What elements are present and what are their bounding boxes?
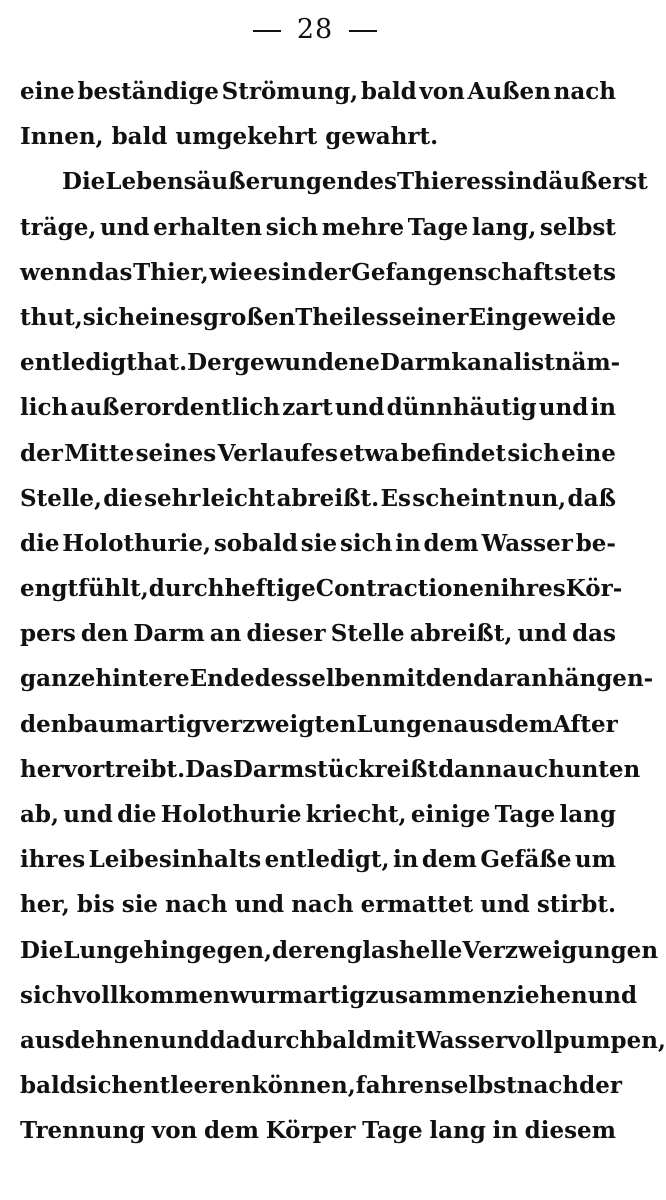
word: etwa — [339, 439, 400, 467]
word: lang — [429, 1117, 486, 1145]
word: dem — [498, 710, 554, 738]
word: Darm — [133, 620, 205, 648]
word: dieser — [246, 620, 326, 648]
word: und — [99, 213, 150, 241]
word: verzweigten — [201, 710, 357, 738]
word: der — [307, 258, 351, 286]
word: Innen, — [20, 123, 104, 151]
word: dem — [423, 529, 479, 557]
word: Thier, — [133, 258, 209, 286]
word: wurmartig — [229, 981, 366, 1009]
word: den — [425, 665, 474, 693]
word: Es — [380, 484, 411, 512]
text-line — [20, 711, 616, 756]
word: es — [253, 258, 281, 286]
word: Lungen — [356, 710, 454, 738]
word: vollpumpen, — [507, 1026, 666, 1054]
word: bald — [111, 123, 168, 151]
text-line — [20, 801, 616, 846]
word: Theiles — [295, 303, 389, 331]
word: dann — [438, 755, 503, 783]
word: einige — [410, 801, 491, 828]
word: dadurch — [209, 1026, 317, 1054]
word: be- — [575, 529, 616, 557]
word: in — [590, 394, 616, 422]
word: wenn — [20, 258, 88, 286]
word: gewahrt. — [325, 123, 439, 151]
word: ihres — [500, 575, 566, 603]
word: Holothurie, — [62, 529, 212, 557]
text-line — [20, 78, 616, 123]
word: Contractionen — [315, 575, 501, 603]
text-line — [20, 349, 621, 394]
word: deren — [272, 936, 347, 964]
word: nach — [516, 1072, 580, 1100]
word: selbst — [440, 1072, 517, 1100]
word: dünnhäutig — [386, 394, 537, 422]
word: Tage — [407, 213, 469, 241]
word: den — [20, 710, 68, 738]
word: sich — [339, 529, 393, 557]
word: Die — [62, 168, 106, 196]
word: und — [63, 801, 113, 828]
word: in — [392, 846, 419, 874]
word: großen — [202, 303, 296, 331]
word: Lebensäußerungen — [105, 168, 354, 196]
word: auch — [502, 755, 565, 783]
word: bis — [76, 891, 115, 919]
word: sich — [507, 439, 560, 467]
word: sie — [121, 891, 159, 919]
word: entledigt, — [264, 846, 390, 874]
word: mit — [372, 1026, 416, 1054]
word: engt — [20, 575, 79, 603]
text-line — [20, 1117, 616, 1162]
word: sind — [493, 168, 549, 196]
text-line — [20, 1026, 666, 1072]
text-line — [20, 575, 623, 620]
word: Darmkanal — [379, 349, 523, 377]
text-line — [20, 530, 616, 575]
word: wie — [209, 258, 253, 286]
page-number: 28 — [296, 14, 334, 45]
word: das — [572, 620, 616, 648]
word: von — [151, 1117, 198, 1145]
word: eine — [20, 78, 75, 105]
word: und — [517, 620, 567, 648]
word: beständige — [77, 78, 219, 105]
word: und — [480, 891, 530, 919]
word: Leibesinhalts — [88, 846, 262, 874]
word: leicht — [201, 484, 276, 512]
word: daß — [567, 484, 616, 512]
word: ausdehnen — [20, 1026, 161, 1054]
word: sehr — [144, 484, 201, 512]
word: Das — [185, 755, 233, 783]
word: kriecht, — [305, 801, 407, 828]
word: des — [353, 168, 397, 196]
left-dash — [253, 30, 281, 32]
word: daran — [473, 665, 548, 693]
word: thut, — [20, 303, 83, 331]
word: mehre — [321, 213, 405, 241]
page-header — [0, 14, 630, 45]
word: Verzweigungen — [462, 936, 659, 964]
word: ist — [522, 349, 555, 377]
word: nach — [291, 891, 354, 919]
word: Wasser — [415, 1026, 508, 1054]
word: außerordentlich — [70, 394, 280, 422]
word: Der — [187, 349, 234, 377]
word: und — [587, 981, 638, 1009]
word: Stelle, — [20, 484, 102, 512]
word: in — [395, 529, 421, 557]
word: der — [20, 439, 63, 467]
text-line — [20, 214, 616, 259]
text-line — [20, 1072, 622, 1117]
word: scheint — [412, 484, 507, 512]
word: eines — [135, 303, 203, 331]
word: die — [117, 801, 157, 828]
word: Kör- — [565, 575, 623, 603]
text-line — [20, 846, 616, 891]
word: stirbt. — [536, 891, 616, 919]
text-line — [20, 755, 641, 801]
word: Strömung, — [221, 78, 359, 105]
text-line — [20, 123, 616, 168]
word: Ende — [189, 665, 255, 693]
word: her, — [20, 891, 70, 919]
word: heftige — [224, 575, 316, 603]
word: Mitte — [64, 439, 135, 467]
word: durch — [148, 575, 225, 603]
word: erhalten — [153, 213, 263, 241]
word: Verlaufes — [217, 439, 338, 467]
word: aus — [453, 710, 499, 738]
word: vollkommen — [72, 981, 230, 1009]
word: nach — [553, 78, 616, 105]
word: der — [579, 1072, 622, 1100]
word: dem — [421, 846, 477, 874]
word: sich — [20, 981, 73, 1009]
word: gewundene — [233, 349, 380, 377]
text-line — [20, 259, 616, 304]
word: desselben — [254, 665, 382, 693]
word: und — [160, 1026, 210, 1054]
word: und — [234, 891, 285, 919]
word: stets — [554, 258, 616, 286]
text-line — [20, 620, 616, 665]
word: dem — [203, 1117, 260, 1145]
word: Holothurie — [160, 801, 302, 828]
word: Außen — [467, 78, 551, 105]
word: Darmstück — [232, 755, 375, 783]
word: in — [281, 258, 308, 286]
word: lang — [559, 801, 616, 828]
word: ermattet — [360, 891, 474, 919]
word: Gefäße — [480, 846, 572, 874]
word: ganze — [20, 665, 96, 693]
word: können, — [251, 1072, 356, 1100]
text-line — [20, 304, 616, 349]
text-line — [20, 665, 654, 710]
word: und — [538, 394, 589, 422]
word: Tage — [362, 1117, 423, 1145]
word: äußerst — [548, 168, 648, 196]
word: eine — [561, 439, 616, 467]
word: träge, — [20, 213, 97, 241]
word: sich — [82, 303, 136, 331]
word: hat. — [136, 349, 188, 377]
word: Die — [20, 936, 64, 964]
text-line — [20, 981, 638, 1027]
right-dash — [349, 30, 377, 32]
word: hervortreibt. — [20, 755, 186, 783]
word: Tage — [494, 801, 556, 828]
word: entleeren — [128, 1072, 252, 1100]
word: ab, — [20, 801, 59, 828]
word: näm- — [554, 349, 621, 377]
word: bald — [316, 1026, 373, 1054]
word: Thieres — [396, 168, 494, 196]
word: mit — [382, 665, 426, 693]
word: Gefangenschaft — [351, 258, 554, 286]
word: diesem — [524, 1117, 616, 1145]
word: bald — [360, 78, 417, 105]
word: umgekehrt — [175, 123, 318, 151]
word: lich — [20, 394, 69, 422]
word: pers — [20, 620, 76, 648]
word: Wasser — [481, 529, 573, 557]
text-line — [20, 440, 616, 485]
word: seiner — [388, 303, 469, 331]
word: nach — [165, 891, 228, 919]
word: Eingeweide — [468, 303, 617, 331]
word: reißt — [374, 755, 439, 783]
word: sie — [300, 529, 338, 557]
word: das — [88, 258, 133, 286]
word: Lunge — [63, 936, 144, 964]
word: in — [492, 1117, 518, 1145]
word: selbst — [539, 213, 616, 241]
word: zart — [282, 394, 333, 422]
word: Stelle — [330, 620, 405, 648]
word: abreißt. — [276, 484, 380, 512]
word: baumartig — [67, 710, 202, 738]
word: hingegen, — [143, 936, 273, 964]
word: hängen- — [547, 665, 654, 693]
word: entledigt — [20, 349, 137, 377]
word: die — [20, 529, 60, 557]
word: den — [80, 620, 129, 648]
word: befindet — [400, 439, 507, 467]
word: bald — [20, 1072, 76, 1100]
word: hintere — [95, 665, 190, 693]
word: lang, — [471, 213, 537, 241]
word: After — [553, 710, 618, 738]
word: an — [209, 620, 242, 648]
word: sobald — [213, 529, 298, 557]
text-line — [20, 891, 616, 936]
word: fahren — [355, 1072, 441, 1100]
word: abreißt, — [409, 620, 513, 648]
word: ihres — [20, 846, 86, 874]
word: nun, — [508, 484, 567, 512]
word: Trennung — [20, 1117, 146, 1145]
word: zusammenziehen — [365, 981, 588, 1009]
word: sich — [75, 1072, 129, 1100]
word: unten — [564, 755, 641, 783]
word: und — [334, 394, 385, 422]
word: um — [574, 846, 616, 874]
text-line — [20, 168, 648, 213]
text-line — [20, 394, 616, 439]
word: sich — [265, 213, 319, 241]
text-line — [20, 936, 659, 982]
word: Körper — [265, 1117, 356, 1145]
text-line — [20, 485, 616, 530]
word: fühlt, — [78, 575, 149, 603]
word: die — [103, 484, 143, 512]
word: von — [419, 78, 465, 105]
body-text — [20, 78, 666, 1163]
word: seines — [135, 439, 217, 467]
word: glashelle — [346, 936, 463, 964]
